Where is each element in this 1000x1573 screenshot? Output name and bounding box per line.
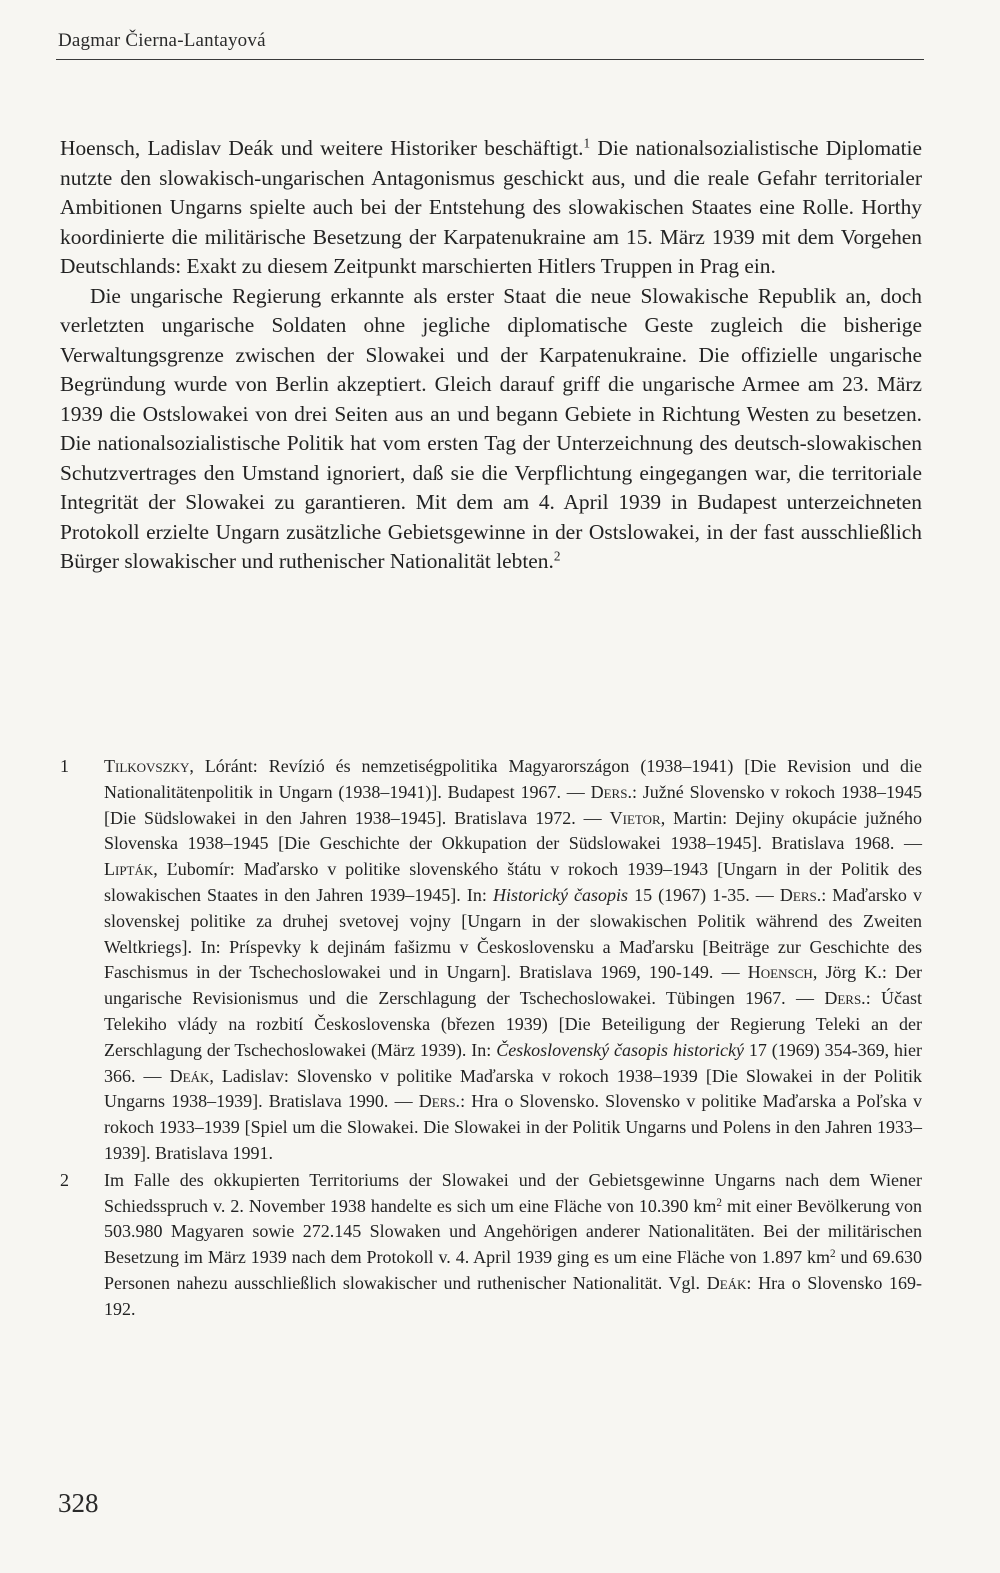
citation-text: mit einer Bevölkerung von 503.980 Magyaren sowie 272.145 Slowaken und Angehörigen anderer Nationalitäten. Bei der militärischen Besetzung im März 1939 nach dem Protokoll v. 4. April 1939 ging es um eine Fläche von 1.897 km — [104, 1195, 922, 1268]
footnote-number: 1 — [60, 756, 69, 776]
main-text — [60, 134, 922, 577]
footnote-1 — [60, 754, 922, 1167]
journal-title: Historický časopis — [492, 884, 629, 905]
paragraph-1-start: Hoensch, Ladislav Deák und weitere Historiker beschäftigt. — [60, 136, 584, 160]
footnote-text — [104, 754, 922, 1167]
citation-text: : Maďarsko v slovenskej politike za druhej svetovej vojny [Ungarn in der slowakischen Politik während des Zweiten Weltkriegs]. In: Príspevky k dejinám fašizmu v Československu a Maďarsku [Beiträge zur Geschichte des Faschismus in der Tschechoslowakei und in Ungarn]. Bratislava 1969, 190-149. — — [104, 884, 923, 983]
author-name: Ders. — [590, 781, 632, 802]
author-name: Vietor — [609, 807, 661, 828]
footnote-ref-2[interactable]: 2 — [553, 548, 561, 564]
citation-text: 15 (1967) 1-35. — — [628, 884, 780, 905]
paragraph-1-rest: Die nationalsozialistische Diplomatie nutzte den slowakisch-ungarischen Antagonismus geschickt aus, und die reale Gefahr territorialer Ambitionen Ungarns spielte auch bei der Entstehung des slowakischen Staates eine Rolle. Horthy koordinierte die militärische Besetzung der Karpatenukraine am 15. März 1939 mit dem Vorgehen Deutschlands: Exakt zu diesem Zeitpunkt marschierten Hitlers Truppen in Prag ein. — [60, 136, 922, 278]
citation-text: , Ľubomír: Maďarsko v politike slovenského štátu v rokoch 1939–1943 [Ungarn in der Politik des slowakischen Staates in den Jahren 1939–1945]. In: — [104, 859, 922, 905]
author-name: Lipták — [104, 859, 154, 880]
citation-text: , Ladislav: Slovensko v politike Maďarska v rokoch 1938–1939 [Die Slowakei in der Politik Ungarns 1938–1939]. Bratislava 1990. — — [104, 1065, 923, 1112]
author-name: Deák — [169, 1065, 210, 1086]
footnote-ref-1[interactable]: 1 — [583, 135, 591, 151]
citation-text: und 69.630 Personen nahezu ausschließlich slowakischer und ruthenischer Nationalität. Vgl. — [104, 1247, 922, 1293]
superscript: 2 — [716, 1196, 722, 1209]
journal-title: Československý časopis historický — [496, 1039, 744, 1060]
paragraph-2 — [60, 282, 922, 577]
footnote-text — [104, 1168, 922, 1323]
author-name: Ders. — [824, 988, 866, 1009]
citation-text: : Hra o Slovensko 169-192. — [104, 1272, 922, 1319]
running-head-author: Dagmar Čierna-Lantayová — [58, 30, 266, 51]
superscript: 2 — [830, 1248, 836, 1261]
author-name: Ders. — [418, 1091, 461, 1112]
citation-text: , Martin: Dejiny okupácie južného Slovenska 1938–1945 [Die Geschichte der Okkupation der Südslowakei 1938–1945]. Bratislava 1968. — — [104, 807, 922, 854]
author-name: Ders. — [779, 884, 822, 905]
paragraph-2-text: Die ungarische Regierung erkannte als erster Staat die neue Slowakische Republik an, doch verletzten ungarische Soldaten ohne jegliche diplomatische Geste zugleich die bisherige Verwaltungsgrenze zwischen der Slowakei und der Karpatenukraine. Die offizielle ungarische Begründung wurde von Berlin akzeptiert. Gleich darauf griff die ungarische Armee am 23. März 1939 die Ostslowakei von drei Seiten aus an und begann Gebiete in Richtung Westen zu besetzen. Die nationalsozialistische Politik hat vom ersten Tag der Unterzeichnung des deutsch-slowakischen Schutzvertrages den Umstand ignoriert, daß sie die Verpflichtung eingegangen war, die territoriale Integrität der Slowakei zu garantieren. Mit dem am 4. April 1939 in Budapest unterzeichneten Protokoll erzielte Ungarn zusätzliche Gebietsgewinne in der Ostslowakei, in der fast ausschließlich Bürger slowakischer und ruthenischer Nationalität lebten. — [60, 283, 922, 573]
page-number: 328 — [58, 1488, 99, 1518]
citation-text: , Lóránt: Revízió és nemzetiségpolitika Magyarországon (1938–1941) [Die Revision und die Nationalitätenpolitik in Ungarn (1938–1941)]. Budapest 1967. — — [104, 756, 922, 802]
citation-text: , Jörg K.: Der ungarische Revisionismus und die Zerschlagung der Tschechoslowakei. Tübingen 1967. — — [104, 962, 923, 1009]
citation-text: : Južné Slovensko v rokoch 1938–1945 [Die Südslowakei in den Jahren 1938–1945]. Bratislava 1972. — — [104, 781, 922, 828]
author-name: Deák — [706, 1272, 747, 1293]
footnote-number: 2 — [60, 1169, 69, 1190]
citation-text: : Hra o Slovensko. Slovensko v politike Maďarska a Poľska v rokoch 1933–1939 [Spiel um die Slowakei. Die Slowakei in der Politik Ungarns und Polens in den Jahren 1933–1939]. Bratislava 1991. — [104, 1091, 922, 1163]
header-rule — [56, 59, 924, 60]
footnotes — [60, 754, 922, 1324]
author-name: Hoensch — [747, 962, 813, 983]
author-name: Tilkovszky — [104, 756, 190, 776]
paragraph-1 — [60, 134, 922, 282]
footnote-2 — [60, 1168, 922, 1323]
citation-text: Im Falle des okkupierten Territoriums der Slowakei und der Gebietsgewinne Ungarns nach dem Wiener Schiedsspruch v. 2. November 1938 handelte es sich um eine Fläche von 10.390 km — [104, 1169, 922, 1216]
citation-text: 17 (1969) 354-369, hier 366. — — [104, 1039, 923, 1086]
citation-text: : Účast Telekiho vlády na rozbití Československa (březen 1939) [Die Beteiligung der Regierung Teleki an der Zerschlagung der Tschechoslowakei (März 1939). In: — [104, 988, 923, 1060]
